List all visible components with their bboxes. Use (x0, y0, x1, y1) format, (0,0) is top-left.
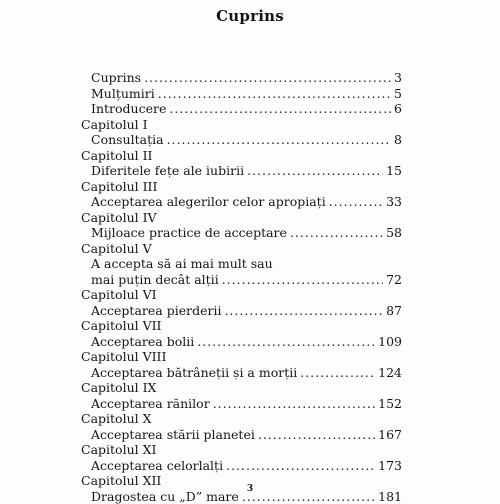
entry-page-number: 72 (386, 271, 402, 287)
entry-page-number: 33 (386, 194, 402, 209)
entry-label: Acceptarea pierderii (91, 302, 222, 318)
chapter-label: Capitolul V (81, 240, 152, 256)
dot-leader (169, 101, 391, 116)
entry-page-number: 181 (378, 488, 402, 504)
entry-label: Mijloace practice de acceptare (91, 225, 287, 240)
dot-leader (224, 303, 383, 318)
toc-entry (91, 194, 402, 209)
dot-leader (226, 458, 375, 473)
chapter-label: Capitolul I (81, 116, 148, 132)
entry-label: Acceptarea rănilor (91, 395, 210, 411)
entry-label: Cuprins (91, 70, 142, 85)
entry-label: mai puțin decât alții (91, 271, 219, 287)
dot-leader (258, 427, 375, 442)
page-title: Cuprins (216, 7, 284, 25)
toc-chapter-heading (81, 179, 157, 194)
toc-chapter-heading (81, 349, 166, 364)
entry-page-number: 152 (378, 395, 402, 411)
entry-page-number: 5 (394, 85, 402, 101)
dot-leader (144, 70, 391, 85)
entry-label: Acceptarea celorlalți (91, 457, 224, 473)
toc-entry (91, 132, 402, 147)
dot-leader (290, 225, 383, 240)
toc-chapter-heading (81, 210, 157, 225)
entry-label: A accepta să ai mai mult sau (91, 256, 273, 271)
chapter-label: Capitolul XII (81, 473, 162, 488)
entry-label: Mulțumiri (91, 85, 155, 101)
toc-chapter-heading (81, 411, 151, 426)
entry-page-number: 15 (386, 163, 402, 178)
entry-page-number: 87 (386, 302, 402, 318)
dot-leader (167, 132, 391, 147)
toc-entry (91, 101, 402, 116)
toc-entry (91, 225, 402, 240)
chapter-label: Capitolul XI (81, 442, 157, 457)
chapter-label: Capitolul III (81, 178, 158, 194)
page-number: 3 (246, 484, 254, 494)
toc-entry (91, 427, 402, 442)
chapter-label: Capitolul VI (81, 287, 157, 302)
chapter-label: Capitolul IV (81, 209, 157, 225)
toc-chapter-heading (81, 148, 152, 163)
entry-label: Acceptarea stării planetei (91, 426, 255, 442)
dot-leader (213, 396, 375, 411)
entry-page-number: 6 (394, 101, 402, 116)
toc-entry (91, 303, 402, 318)
entry-page-number: 109 (378, 333, 402, 349)
toc-entry (91, 86, 402, 101)
dot-leader (222, 272, 383, 287)
entry-page-number: 173 (378, 457, 402, 473)
toc-entry (91, 334, 402, 349)
chapter-label: Capitolul IX (81, 380, 157, 395)
entry-label: Dragostea cu „D” mare (91, 488, 239, 504)
toc-entry (91, 458, 402, 473)
chapter-label: Capitolul VII (81, 318, 162, 333)
chapter-label: Capitolul X (81, 411, 152, 426)
toc-entry (91, 163, 402, 178)
entry-label: Acceptarea bolii (91, 333, 195, 349)
entry-label: Introducere (91, 101, 167, 116)
chapter-label: Capitolul VIII (81, 349, 167, 364)
toc-chapter-heading (81, 287, 157, 302)
entry-label: Acceptarea bătrâneții și a morții (91, 364, 298, 380)
dot-leader (158, 86, 391, 101)
toc-chapter-heading (81, 117, 148, 132)
toc-entry-line (91, 256, 273, 271)
toc-entry (91, 272, 402, 287)
dot-leader (197, 334, 375, 349)
entry-page-number: 58 (386, 225, 402, 240)
toc-chapter-heading (81, 318, 162, 333)
toc-entry (91, 396, 402, 411)
dot-leader (247, 163, 383, 178)
entry-page-number: 3 (394, 70, 402, 85)
dot-leader (329, 194, 383, 209)
toc-entry (91, 70, 402, 85)
chapter-label: Capitolul II (81, 147, 153, 163)
toc-chapter-heading (81, 380, 156, 395)
dot-leader (300, 365, 375, 380)
toc-chapter-heading (81, 442, 156, 457)
toc-entry (91, 365, 402, 380)
entry-label: Diferitele fețe ale iubirii (91, 163, 245, 178)
entry-label: Consultația (91, 132, 164, 147)
entry-page-number: 124 (378, 364, 402, 380)
entry-label: Acceptarea alegerilor celor apropiați (91, 194, 326, 209)
entry-page-number: 167 (378, 426, 402, 442)
entry-page-number: 8 (394, 132, 402, 147)
toc-chapter-heading (81, 241, 152, 256)
